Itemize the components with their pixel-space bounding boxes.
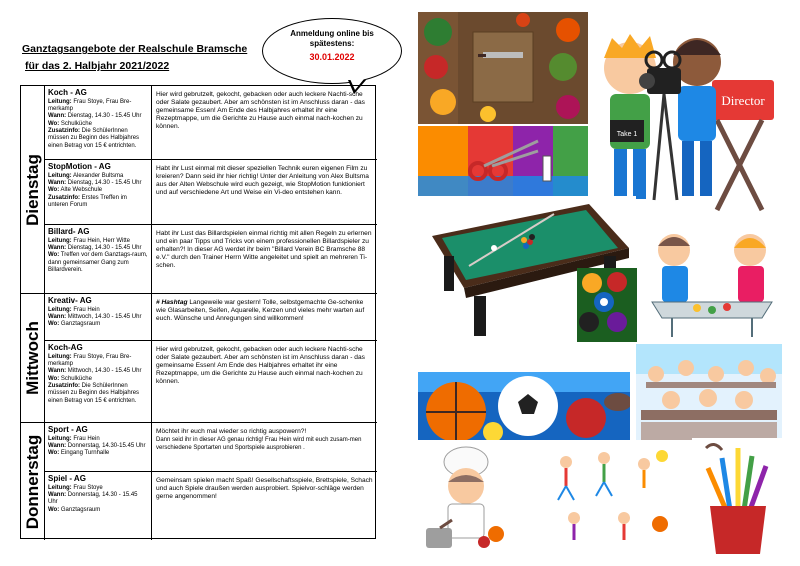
classroom-image: [636, 344, 782, 440]
kids-crafting-image: [642, 222, 782, 340]
registration-bubble: [262, 18, 402, 84]
director-sign-text: Director: [721, 93, 765, 108]
ag-title: StopMotion - AG: [48, 162, 111, 171]
day-section-dienstag: [21, 86, 377, 294]
ag-row-sport: [45, 423, 377, 472]
clapper-text: Take 1: [616, 131, 638, 138]
day-section-donnerstag: [21, 423, 377, 540]
ag-info: Spiel - AG Leitung: Frau Stoye Wann: Donnerstag, 14.30 - 15.45 Uhr Wo: Ganztagsraum: [45, 472, 152, 540]
pencil-cup-image: [692, 438, 784, 556]
billiard-balls-image: [577, 268, 637, 342]
day-section-mittwoch: [21, 294, 377, 423]
hashtag-label: # Hashtag: [156, 299, 188, 306]
ag-description: Hier wird gebrutzelt, gekocht, gebacken oder auch leckere Nachti-sche oder Salate gezaubert. Aber am schönsten ist im Anschluss daran - das gemeinsame Essen! Am Ende des Halbjahres erhaltet ihr eine Rezeptmappe, um die Gerichte zu Hause auch einmal nach-kochen zu können.: [156, 91, 365, 131]
ag-info: StopMotion - AG Leitung: Alexander Bultsma Wann: Dienstag, 14.30 - 15.45 Uhr Wo: Alte Webschule Zusatzinfo: Erstes Treffen im unteren Forum: [45, 160, 152, 224]
ag-info: Kreativ- AG Leitung: Frau Hein Wann: Mittwoch, 14.30 - 15.45 Uhr Wo: Ganztagsraum: [45, 294, 152, 340]
schedule-table: [20, 85, 376, 539]
ag-row-billard: [45, 225, 377, 294]
ag-title: Spiel - AG: [48, 474, 86, 483]
ag-title: Sport - AG: [48, 425, 88, 434]
ag-title: Billard- AG: [48, 227, 90, 236]
crafts-image: [418, 126, 588, 198]
ag-row-koch: [45, 86, 377, 160]
chef-kid-image: [418, 442, 516, 556]
day-label: Dienstag: [21, 86, 45, 293]
ag-description: Habt ihr Lust das Billardspielen einmal richtig mit allen Regeln zu erlernen und ein paar Tipps und Tricks von einem professionellen Billardspieler zu erhalten?! In dieser AG werdet ihr beim "Billard Verein BC Bramsche 88 e.V." durch den Trainer Herrn Witte angeleitet und spielt an mehreren Ti-schen.: [156, 230, 372, 270]
ag-row-spiel: [45, 472, 377, 540]
director-kids-image: [592, 20, 782, 218]
registration-text-1: Anmeldung online bis: [290, 29, 374, 38]
cooking-ingredients-image: [418, 12, 588, 124]
ag-title: Koch-AG: [48, 343, 83, 352]
page-subtitle: für das 2. Halbjahr 2021/2022: [25, 60, 170, 72]
ag-description: # Hashtag Langeweile war gestern! Tolle, selbstgemachte Ge-schenke wie Glasarbeiten, Seifen, Aquarelle, Kerzen und vieles mehr warten auf euch. Wünsche und Anregungen sind willkommen!: [156, 299, 365, 323]
ag-info: Koch - AG Leitung: Frau Stoye, Frau Bre-merkamp Wann: Dienstag, 14.30 - 15.45 Uhr Wo: Schulküche Zusatzinfo: Die SchülerInnen müssen zu Beginn des Halbjahres einen Betrag von 15 € entrichten.: [45, 86, 152, 159]
stick-figures-sports-image: [544, 444, 684, 554]
day-label: Mittwoch: [21, 294, 45, 422]
ag-description: Gemeinsam spielen macht Spaß! Gesellschaftsspiele, Brettspiele, Schach und auch Spiele draußen werden ausprobiert. Spielvor-schläge werden gerne angenommen!: [156, 477, 373, 501]
registration-deadline: 30.01.2022: [309, 52, 355, 62]
ag-description: Möchtet ihr euch mal wieder so richtig auspowern?! Dann seid ihr in dieser AG genau richtig! Frau Hein wird mit euch zusam-men verschiedene Sportarten und Sportspiele ausprobieren .: [156, 428, 362, 452]
ag-description: Habt ihr Lust einmal mit dieser speziellen Technik euren eigenen Film zu kreieren? Dann seid ihr hier richtig! Unter der Anleitung von Alex Bultsma aus der Alten Webschule wird euch gezeigt, wie StopMotion funktioniert und auf verschiedene Art und Weise ein Vi-deo entstehen kann.: [156, 165, 369, 197]
ag-title: Koch - AG: [48, 88, 87, 97]
day-label: Donnerstag: [21, 423, 45, 540]
ag-title: Kreativ- AG: [48, 296, 92, 305]
ag-info: Sport - AG Leitung: Frau Hein Wann: Donnerstag, 14.30-15.45 Uhr Wo: Eingang Turnhalle: [45, 423, 152, 471]
ag-row-kreativ: [45, 294, 377, 341]
ag-info: Billard- AG Leitung: Frau Hein, Herr Witte Wann: Dienstag, 14.30 - 15.45 Uhr Wo: Treffen vor dem Ganztags-raum, dann gemeinsamer Gang zum Billardverein.: [45, 225, 152, 294]
registration-text-2: spätestens:: [309, 39, 355, 48]
page-title: Ganztagsangebote der Realschule Bramsche: [22, 43, 248, 55]
sports-balls-image: [418, 372, 630, 440]
ag-info: Koch-AG Leitung: Frau Stoye, Frau Bre-merkamp Wann: Mittwoch, 14.30 - 15.45 Uhr Wo: Schulküche Zusatzinfo: Die SchülerInnen müssen zu Beginn des Halbjahres einen Betrag von 15 € entrichten.: [45, 341, 152, 423]
ag-row-koch: [45, 341, 377, 423]
ag-description: Hier wird gebrutzelt, gekocht, gebacken oder auch leckere Nachti-sche oder Salate gezaubert. Aber am schönsten ist im Anschluss daran - das gemeinsame Essen! Am Ende des Halbjahres erhaltet ihr eine Rezeptmappe, um die Gerichte zu Hause auch einmal nach-kochen zu können.: [156, 346, 365, 386]
ag-row-stopmotion: [45, 160, 377, 225]
